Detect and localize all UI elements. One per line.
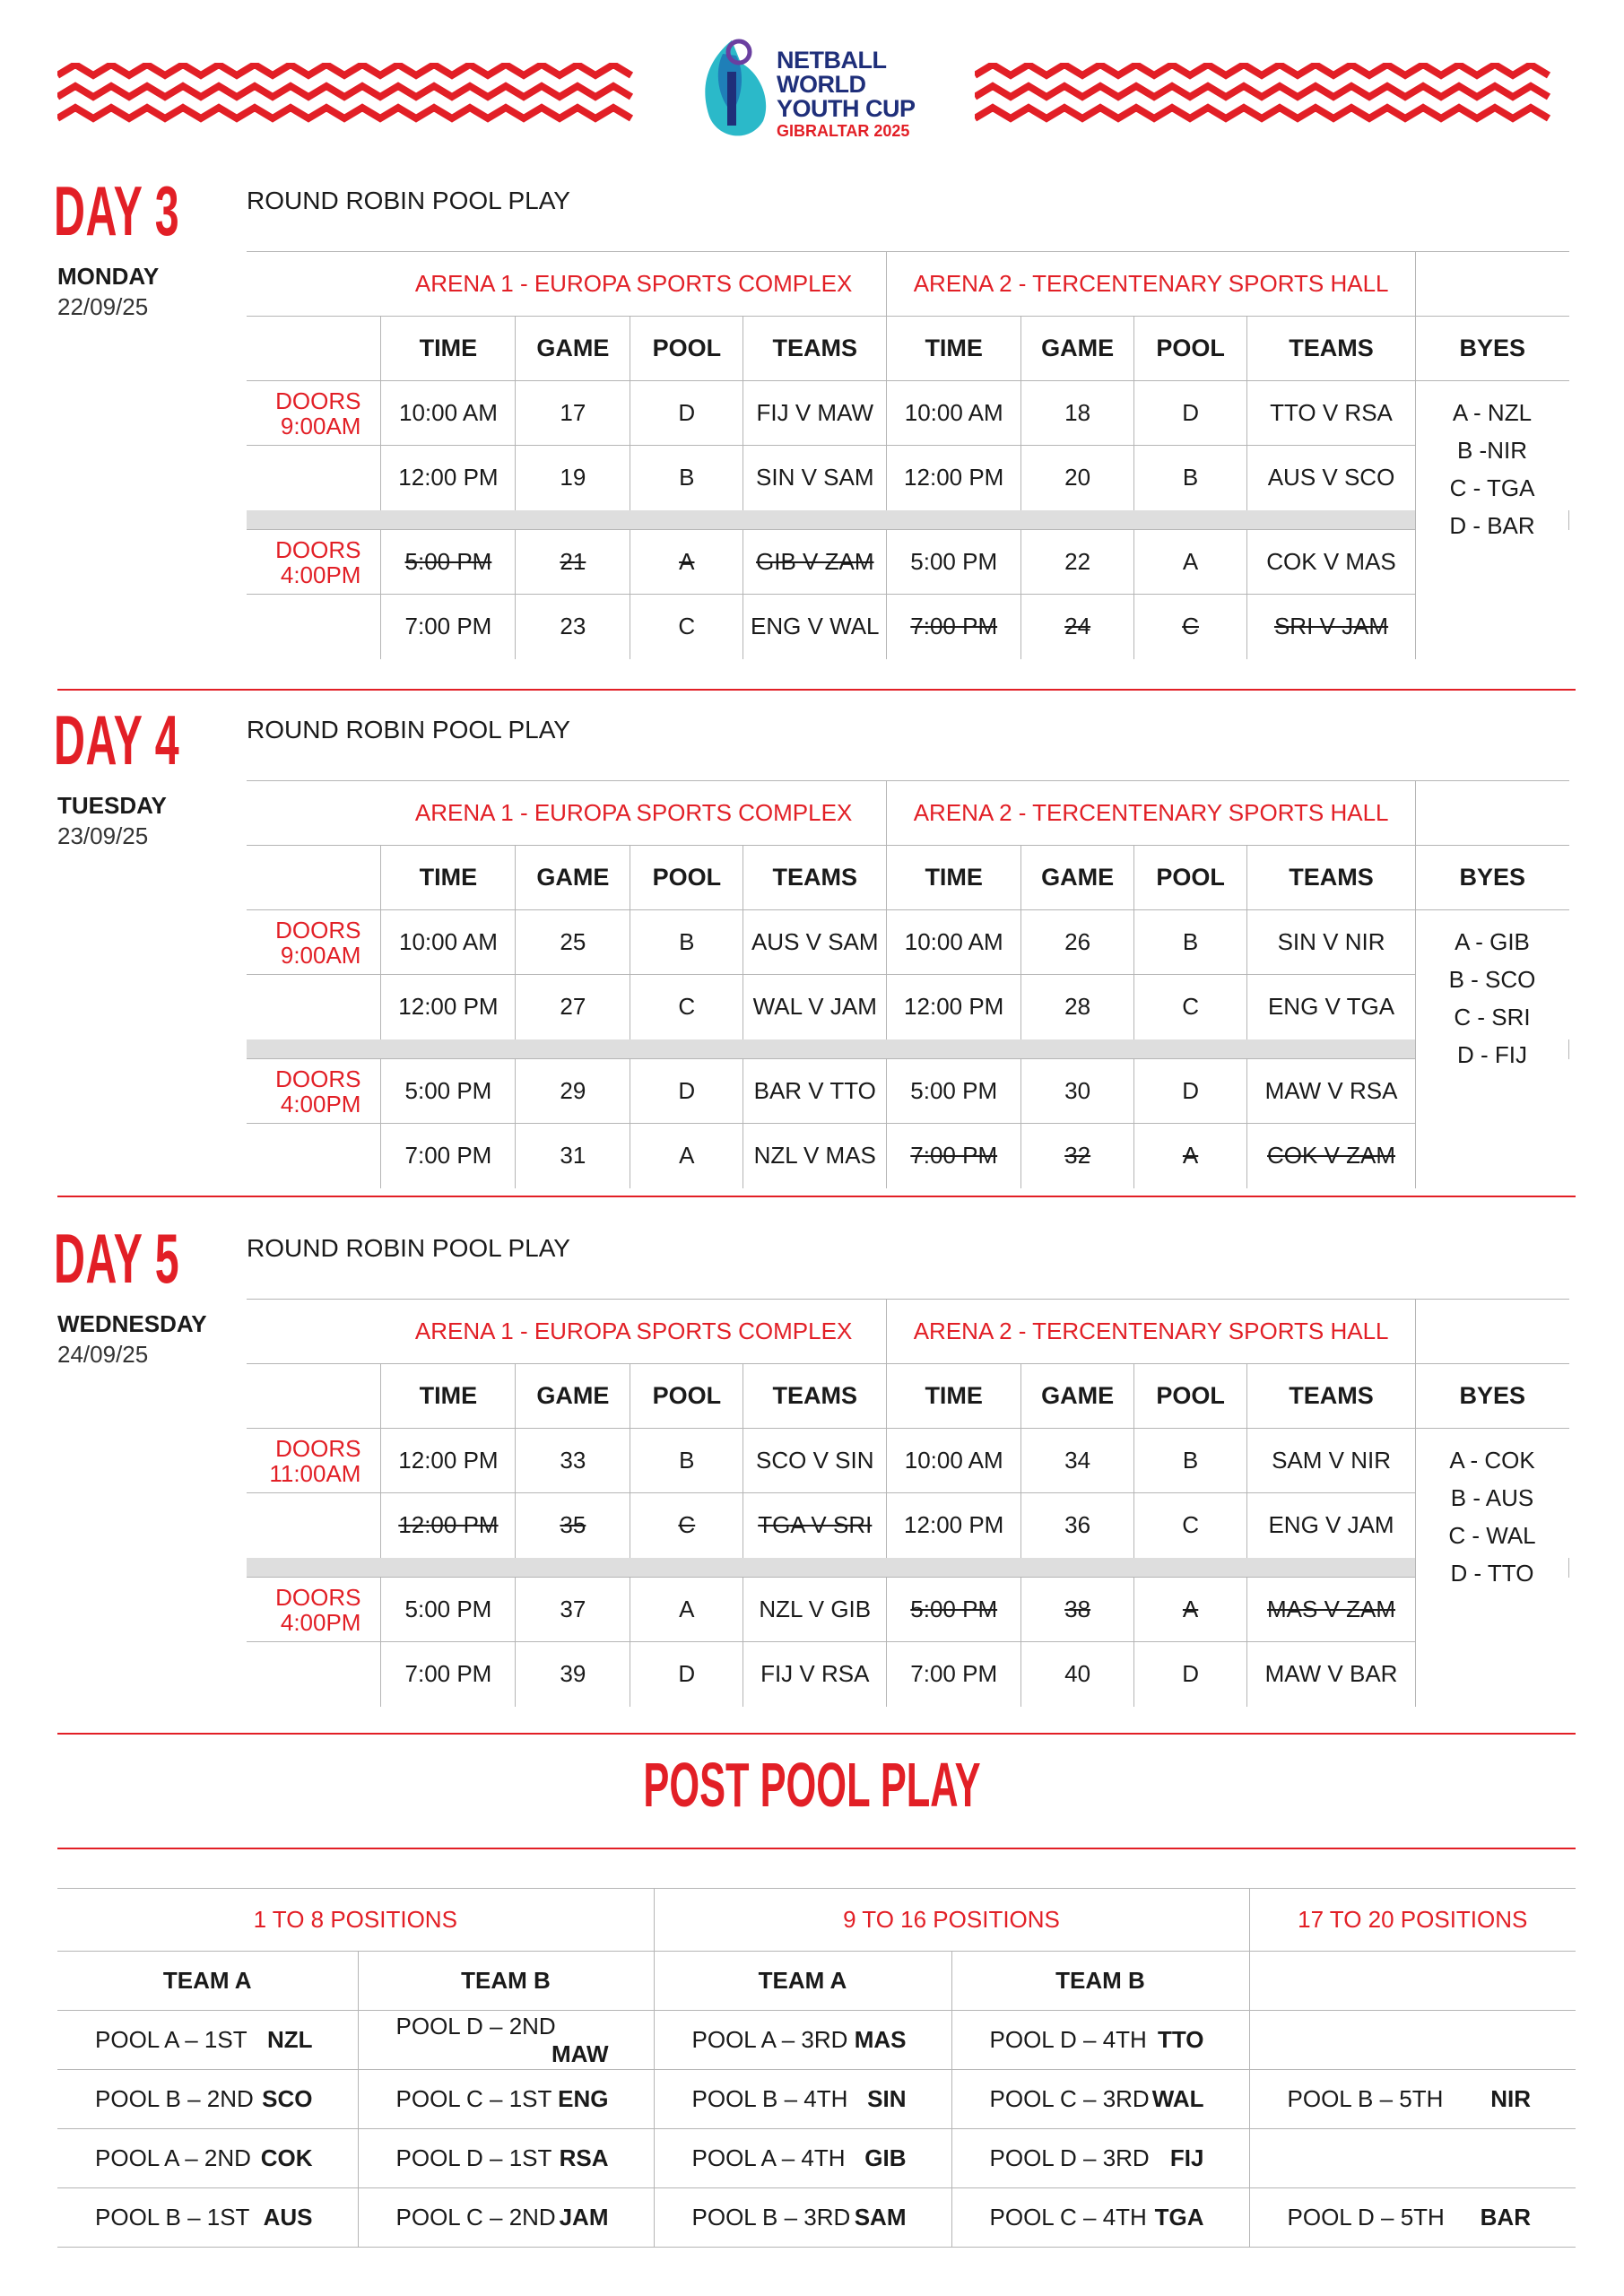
team-code: SAM (854, 2204, 907, 2231)
game-row (247, 1578, 1569, 1642)
teams-cell: BAR V TTO (743, 1059, 887, 1124)
logo-line-3: YOUTH CUP (777, 95, 916, 122)
pool-position: POOL B – 2ND (95, 2085, 254, 2112)
teams-cell: GIB V ZAM (743, 530, 887, 595)
team-a-cell (654, 2129, 951, 2188)
byes-header: BYES (1415, 317, 1568, 381)
game-cell: 40 (1021, 1642, 1134, 1707)
game-cell: 23 (516, 595, 630, 659)
pool-cell: D (1134, 381, 1247, 446)
logo-emblem-icon (687, 36, 777, 152)
time-cell: 10:00 AM (381, 910, 516, 975)
team-code: GIB (864, 2144, 907, 2171)
pool-cell: C (1134, 1493, 1247, 1558)
bye-item: A - GIB (1455, 928, 1530, 955)
pool-position: POOL A – 1ST (95, 2026, 248, 2053)
team-b-cell (358, 2070, 654, 2129)
game-cell: 17 (516, 381, 630, 446)
doors-time: DOORS 9:00AM (247, 381, 381, 446)
matchup-row (57, 2070, 1576, 2129)
positions-9-16-header: 9 TO 16 POSITIONS (654, 1889, 1249, 1952)
teams-cell: MAW V BAR (1247, 1642, 1416, 1707)
post-pool-title: POST POOL PLAY (643, 1750, 981, 1820)
pool-cell: B (630, 1429, 743, 1493)
pool-position: POOL A – 3RD (691, 2026, 848, 2053)
time-header: TIME (887, 1364, 1021, 1429)
team-b-cell (951, 2129, 1249, 2188)
bye-item: D - FIJ (1456, 1041, 1527, 1068)
logo-text (777, 48, 916, 139)
pool-cell: D (1134, 1059, 1247, 1124)
byes-list (1415, 381, 1568, 659)
game-cell: 21 (516, 530, 630, 595)
pool-cell: B (630, 910, 743, 975)
game-header: GAME (516, 846, 630, 910)
teams-cell: FIJ V MAW (743, 381, 887, 446)
pool-cell: B (1134, 910, 1247, 975)
team-code: TTO (1157, 2026, 1204, 2053)
team-code: NZL (266, 2026, 313, 2053)
team-code: SIN (867, 2085, 907, 2112)
time-cell: 5:00 PM (381, 1059, 516, 1124)
teams-header: TEAMS (743, 1364, 887, 1429)
pool-cell: C (1134, 975, 1247, 1039)
teams-cell: FIJ V RSA (743, 1642, 887, 1707)
time-cell: 10:00 AM (381, 381, 516, 446)
event-logo (687, 36, 947, 152)
date: 24/09/25 (57, 1341, 149, 1368)
pool-position: POOL D – 5TH (1287, 2204, 1445, 2231)
game-cell: 37 (516, 1578, 630, 1642)
placement-cell (1249, 2129, 1576, 2188)
team-b-header: TEAM B (358, 1952, 654, 2011)
teams-cell: TGA V SRI (743, 1493, 887, 1558)
bye-item: D - BAR (1449, 512, 1535, 539)
logo-line-1: NETBALL (777, 47, 887, 74)
team-a-header: TEAM A (57, 1952, 358, 2011)
game-row (247, 446, 1569, 510)
time-cell: 12:00 PM (887, 975, 1021, 1039)
teams-cell: MAS V ZAM (1247, 1578, 1416, 1642)
team-a-cell (57, 2070, 358, 2129)
team-code: RSA (559, 2144, 609, 2171)
zigzag-pattern-right (975, 63, 1567, 126)
teams-cell: SCO V SIN (743, 1429, 887, 1493)
game-cell: 18 (1021, 381, 1134, 446)
team-a-cell (57, 2011, 358, 2070)
pool-cell: B (1134, 446, 1247, 510)
weekday: MONDAY (57, 263, 160, 290)
empty-cell (247, 1124, 381, 1188)
teams-cell: COK V ZAM (1247, 1124, 1416, 1188)
pool-position: POOL B – 5TH (1287, 2085, 1444, 2112)
game-header: GAME (1021, 846, 1134, 910)
doors-time: DOORS 9:00AM (247, 910, 381, 975)
teams-header: TEAMS (743, 317, 887, 381)
pool-position: POOL D – 1ST (395, 2144, 552, 2171)
pool-header: POOL (1134, 846, 1247, 910)
pool-cell: B (630, 446, 743, 510)
logo-line-2: WORLD (777, 71, 866, 98)
round-subtitle: ROUND ROBIN POOL PLAY (247, 187, 570, 214)
pool-cell: D (1134, 1642, 1247, 1707)
time-cell: 7:00 PM (381, 1642, 516, 1707)
schedule-table (247, 251, 1569, 659)
teams-cell: SIN V NIR (1247, 910, 1416, 975)
teams-header: TEAMS (1247, 846, 1416, 910)
time-cell: 7:00 PM (887, 1124, 1021, 1188)
doors-time: DOORS 11:00AM (247, 1429, 381, 1493)
bye-item: C - TGA (1449, 474, 1535, 501)
teams-cell: SAM V NIR (1247, 1429, 1416, 1493)
teams-cell: NZL V MAS (743, 1124, 887, 1188)
session-break (247, 1558, 1415, 1578)
pool-header: POOL (630, 846, 743, 910)
pool-position: POOL C – 1ST (395, 2085, 552, 2112)
time-cell: 12:00 PM (381, 446, 516, 510)
day-title: DAY 4 (54, 700, 180, 779)
arena-1-header: ARENA 1 - EUROPA SPORTS COMPLEX (381, 781, 887, 846)
pool-header: POOL (1134, 1364, 1247, 1429)
teams-header: TEAMS (1247, 1364, 1416, 1429)
arena-2-header: ARENA 2 - TERCENTENARY SPORTS HALL (887, 781, 1416, 846)
doors-time: DOORS 4:00PM (247, 1578, 381, 1642)
bye-item: A - COK (1449, 1447, 1535, 1474)
teams-cell: MAW V RSA (1247, 1059, 1416, 1124)
pool-header: POOL (630, 1364, 743, 1429)
doors-time: DOORS 4:00PM (247, 530, 381, 595)
game-row (247, 1642, 1569, 1707)
time-header: TIME (381, 1364, 516, 1429)
time-cell: 5:00 PM (381, 530, 516, 595)
pool-position: POOL B – 4TH (691, 2085, 848, 2112)
teams-cell: ENG V TGA (1247, 975, 1416, 1039)
pool-position: POOL C – 4TH (989, 2204, 1147, 2231)
team-code: AUS (263, 2204, 313, 2231)
team-code: WAL (1151, 2085, 1204, 2112)
round-subtitle: ROUND ROBIN POOL PLAY (247, 716, 570, 744)
time-cell: 5:00 PM (887, 530, 1021, 595)
bye-item: C - WAL (1448, 1522, 1536, 1549)
time-cell: 12:00 PM (381, 1493, 516, 1558)
pool-position: POOL C – 3RD (989, 2085, 1150, 2112)
round-subtitle: ROUND ROBIN POOL PLAY (247, 1234, 570, 1262)
game-cell: 34 (1021, 1429, 1134, 1493)
pool-cell: A (1134, 1124, 1247, 1188)
teams-cell: AUS V SCO (1247, 446, 1416, 510)
game-cell: 24 (1021, 595, 1134, 659)
time-header: TIME (887, 317, 1021, 381)
teams-cell: COK V MAS (1247, 530, 1416, 595)
schedule-table (247, 780, 1569, 1188)
divider-line (57, 1733, 1576, 1735)
pool-cell: A (630, 530, 743, 595)
team-code: NIR (1490, 2085, 1531, 2112)
time-cell: 5:00 PM (887, 1578, 1021, 1642)
game-cell: 33 (516, 1429, 630, 1493)
schedule-table (247, 1299, 1569, 1707)
teams-cell: SIN V SAM (743, 446, 887, 510)
game-cell: 27 (516, 975, 630, 1039)
matchup-row (57, 2188, 1576, 2248)
team-b-cell (951, 2188, 1249, 2248)
bye-item: C - SRI (1454, 1004, 1531, 1031)
game-cell: 35 (516, 1493, 630, 1558)
team-code: ENG (558, 2085, 609, 2112)
teams-header: TEAMS (743, 846, 887, 910)
time-cell: 7:00 PM (381, 595, 516, 659)
pool-position: POOL B – 3RD (691, 2204, 851, 2231)
game-cell: 31 (516, 1124, 630, 1188)
team-code: FIJ (1169, 2144, 1204, 2171)
pool-position: POOL C – 2ND (395, 2204, 556, 2231)
game-cell: 22 (1021, 530, 1134, 595)
team-b-header: TEAM B (951, 1952, 1249, 2011)
game-row (247, 530, 1569, 595)
session-break (247, 510, 1415, 530)
matchup-row (57, 2011, 1576, 2070)
pool-position: POOL D – 2ND (395, 2012, 556, 2039)
byes-header: BYES (1415, 1364, 1568, 1429)
zigzag-pattern-left (57, 63, 649, 126)
byes-list (1415, 1429, 1568, 1707)
date: 22/09/25 (57, 293, 149, 320)
game-header: GAME (1021, 317, 1134, 381)
time-cell: 12:00 PM (887, 446, 1021, 510)
team-a-cell (57, 2188, 358, 2248)
arena-2-header: ARENA 2 - TERCENTENARY SPORTS HALL (887, 252, 1416, 317)
pool-header: POOL (630, 317, 743, 381)
time-cell: 7:00 PM (887, 595, 1021, 659)
team-a-cell (654, 2188, 951, 2248)
day-title: DAY 3 (54, 171, 180, 250)
bye-item: D - TTO (1450, 1560, 1534, 1587)
teams-cell: AUS V SAM (743, 910, 887, 975)
teams-cell: NZL V GIB (743, 1578, 887, 1642)
pool-header: POOL (1134, 317, 1247, 381)
empty-cell (247, 446, 381, 510)
game-row (247, 1429, 1569, 1493)
arena-1-header: ARENA 1 - EUROPA SPORTS COMPLEX (381, 1300, 887, 1364)
teams-cell: SRI V JAM (1247, 595, 1416, 659)
teams-cell: TTO V RSA (1247, 381, 1416, 446)
time-cell: 7:00 PM (887, 1642, 1021, 1707)
pool-cell: A (630, 1124, 743, 1188)
game-cell: 28 (1021, 975, 1134, 1039)
time-cell: 10:00 AM (887, 1429, 1021, 1493)
time-header: TIME (381, 846, 516, 910)
game-header: GAME (1021, 1364, 1134, 1429)
empty-header-cell (1249, 1952, 1576, 2011)
team-code: MAW (551, 2039, 609, 2067)
game-row (247, 1124, 1569, 1188)
game-row (247, 975, 1569, 1039)
positions-1-8-header: 1 TO 8 POSITIONS (57, 1889, 654, 1952)
team-code: BAR (1480, 2204, 1531, 2231)
time-cell: 12:00 PM (381, 1429, 516, 1493)
empty-cell (247, 1642, 381, 1707)
arena-2-header: ARENA 2 - TERCENTENARY SPORTS HALL (887, 1300, 1416, 1364)
game-row (247, 381, 1569, 446)
team-b-cell (951, 2070, 1249, 2129)
empty-cell (247, 595, 381, 659)
team-code: SCO (262, 2085, 313, 2112)
pool-cell: A (630, 1578, 743, 1642)
day-title: DAY 5 (54, 1219, 180, 1298)
pool-position: POOL D – 4TH (989, 2026, 1147, 2053)
team-b-cell (951, 2011, 1249, 2070)
weekday: WEDNESDAY (57, 1310, 207, 1337)
team-b-cell (358, 2129, 654, 2188)
team-a-cell (57, 2129, 358, 2188)
byes-list (1415, 910, 1568, 1188)
byes-header: BYES (1415, 846, 1568, 910)
game-header: GAME (516, 317, 630, 381)
bye-item: B - AUS (1450, 1484, 1534, 1511)
pool-cell: D (630, 381, 743, 446)
pool-cell: C (630, 975, 743, 1039)
pool-cell: B (1134, 1429, 1247, 1493)
pool-position: POOL B – 1ST (95, 2204, 250, 2231)
team-code: COK (260, 2144, 313, 2171)
pool-cell: C (630, 1493, 743, 1558)
team-b-cell (358, 2011, 654, 2070)
session-break (247, 1039, 1415, 1059)
teams-cell: ENG V JAM (1247, 1493, 1416, 1558)
team-a-cell (654, 2070, 951, 2129)
game-cell: 29 (516, 1059, 630, 1124)
pool-cell: D (630, 1059, 743, 1124)
game-cell: 32 (1021, 1124, 1134, 1188)
doors-time: DOORS 4:00PM (247, 1059, 381, 1124)
placement-cell (1249, 2070, 1576, 2129)
empty-cell (247, 1493, 381, 1558)
game-header: GAME (516, 1364, 630, 1429)
game-row (247, 595, 1569, 659)
pool-cell: C (1134, 595, 1247, 659)
team-code: JAM (559, 2204, 609, 2231)
game-row (247, 1059, 1569, 1124)
team-code: MAS (854, 2026, 907, 2053)
game-cell: 36 (1021, 1493, 1134, 1558)
divider-line (57, 1848, 1576, 1849)
empty-cell (247, 975, 381, 1039)
pool-cell: C (630, 595, 743, 659)
pool-cell: D (630, 1642, 743, 1707)
post-pool-table (57, 1888, 1576, 2248)
pool-position: POOL D – 3RD (989, 2144, 1150, 2171)
game-cell: 26 (1021, 910, 1134, 975)
teams-header: TEAMS (1247, 317, 1416, 381)
team-b-cell (358, 2188, 654, 2248)
time-cell: 7:00 PM (381, 1124, 516, 1188)
date: 23/09/25 (57, 822, 149, 849)
pool-position: POOL A – 4TH (691, 2144, 846, 2171)
game-row (247, 1493, 1569, 1558)
time-header: TIME (887, 846, 1021, 910)
pool-cell: A (1134, 1578, 1247, 1642)
page-header (57, 36, 1567, 161)
time-header: TIME (381, 317, 516, 381)
game-row (247, 910, 1569, 975)
divider-line (57, 1196, 1576, 1197)
positions-17-20-header: 17 TO 20 POSITIONS (1249, 1889, 1576, 1952)
game-cell: 19 (516, 446, 630, 510)
time-cell: 10:00 AM (887, 381, 1021, 446)
game-cell: 20 (1021, 446, 1134, 510)
time-cell: 12:00 PM (887, 1493, 1021, 1558)
team-code: TGA (1154, 2204, 1204, 2231)
time-cell: 10:00 AM (887, 910, 1021, 975)
teams-cell: WAL V JAM (743, 975, 887, 1039)
weekday: TUESDAY (57, 792, 167, 819)
pool-position: POOL A – 2ND (95, 2144, 251, 2171)
team-a-header: TEAM A (654, 1952, 951, 2011)
teams-cell: ENG V WAL (743, 595, 887, 659)
game-cell: 30 (1021, 1059, 1134, 1124)
logo-line-4: GIBRALTAR 2025 (777, 122, 910, 140)
pool-cell: A (1134, 530, 1247, 595)
bye-item: B - SCO (1448, 966, 1536, 993)
time-cell: 5:00 PM (381, 1578, 516, 1642)
bye-item: A - NZL (1452, 399, 1533, 426)
arena-1-header: ARENA 1 - EUROPA SPORTS COMPLEX (381, 252, 887, 317)
game-cell: 25 (516, 910, 630, 975)
game-cell: 38 (1021, 1578, 1134, 1642)
matchup-row (57, 2129, 1576, 2188)
team-a-cell (654, 2011, 951, 2070)
placement-cell (1249, 2011, 1576, 2070)
placement-cell (1249, 2188, 1576, 2248)
time-cell: 5:00 PM (887, 1059, 1021, 1124)
game-cell: 39 (516, 1642, 630, 1707)
bye-item: B -NIR (1456, 437, 1527, 464)
time-cell: 12:00 PM (381, 975, 516, 1039)
divider-line (57, 689, 1576, 691)
